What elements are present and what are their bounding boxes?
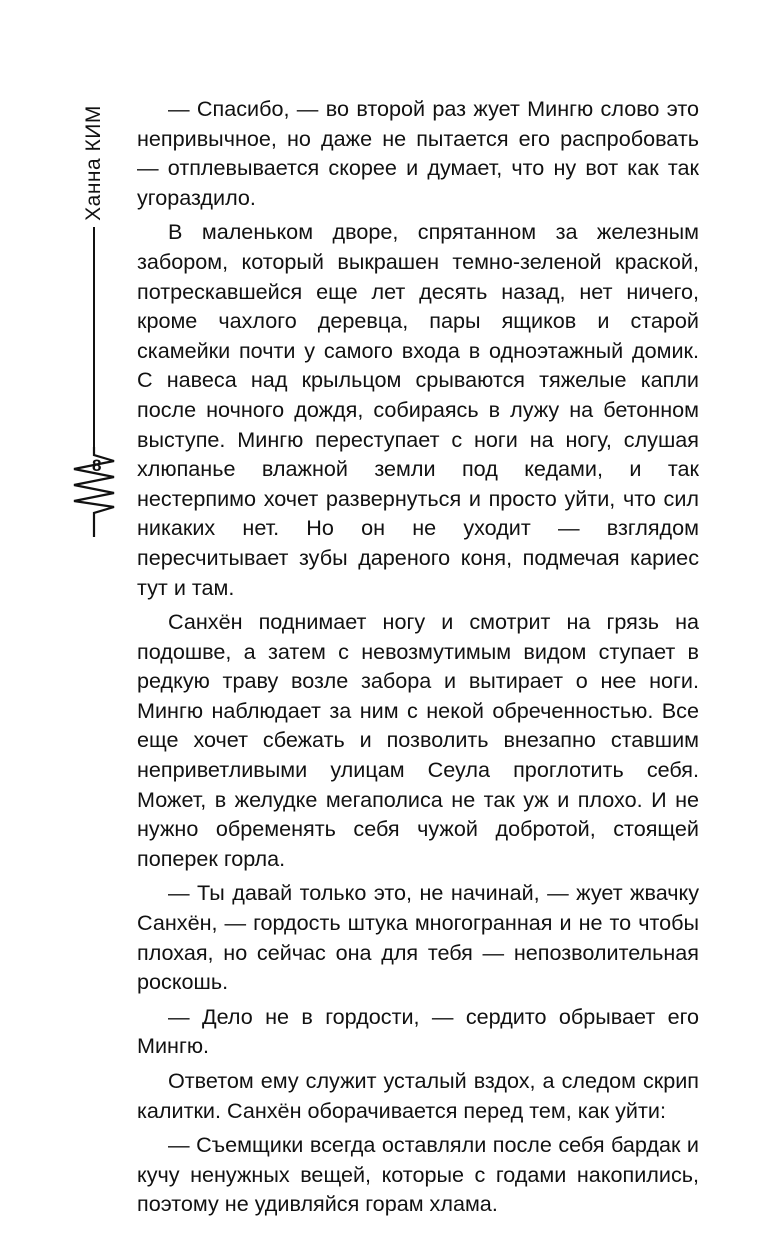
- margin-column: [70, 95, 120, 495]
- paragraph: — Съемщики всегда оставляли после себя бардак и кучу ненужных вещей, которые с годами накопились, поэтому не удивляйся горам хлама.: [137, 1132, 699, 1217]
- paragraph: В маленьком дворе, спрятанном за железным забором, который выкрашен темно-зеленой краской, потрескавшейся еще лет десять назад, нет ничего, кроме чахлого деревца, пары ящиков и старой скамейки почти у самого входа в одноэтажный домик. С навеса над крыльцом срываются тяжелые капли после ночного дождя, собираясь в лужу на бетонном выступе. Мингю переступает с ноги на ногу, слушая хлюпанье влажной земли под кедами, и так нестерпимо хочет развернуться и просто уйти, что сил никаких нет. Но он не уходит — взглядом пересчитывает зубы дареного коня, подмечая кариес тут и там.: [137, 219, 699, 600]
- paragraph: — Спасибо, — во второй раз жует Мингю слово это непривычное, но даже не пытается его распробовать — отплевывается скорее и думает, что ну вот как так угораздило.: [137, 96, 699, 210]
- page-number: 8: [92, 456, 102, 475]
- paragraph: Санхён поднимает ногу и смотрит на грязь на подошве, а затем с невозмутимым видом ступает в редкую траву возле забора и вытирает о нее ноги. Мингю наблюдает за ним с некой обреченностью. Все еще хочет сбежать и позволить внезапно ставшим неприветливыми улицам Сеула проглотить себя. Может, в желудке мегаполиса не так уж и плохо. И не нужно обременять себя чужой добротой, стоящей поперек горла.: [137, 609, 699, 871]
- paragraph: — Ты давай только это, не начинай, — жует жвачку Санхён, — гордость штука многогранная и не то чтобы плохая, но сейчас она для тебя — непозволительная роскошь.: [137, 880, 699, 995]
- paragraph: Ответом ему служит усталый вздох, а следом скрип калитки. Санхён оборачивается перед тем, как уйти:: [137, 1068, 699, 1123]
- paragraph: — Дело не в гордости, — сердито обрывает его Мингю.: [137, 1003, 699, 1059]
- body-text: [137, 94, 699, 1224]
- margin-rule: [93, 227, 95, 452]
- author-name: Ханна КИМ: [82, 105, 105, 221]
- author-name-vertical: [74, 103, 114, 223]
